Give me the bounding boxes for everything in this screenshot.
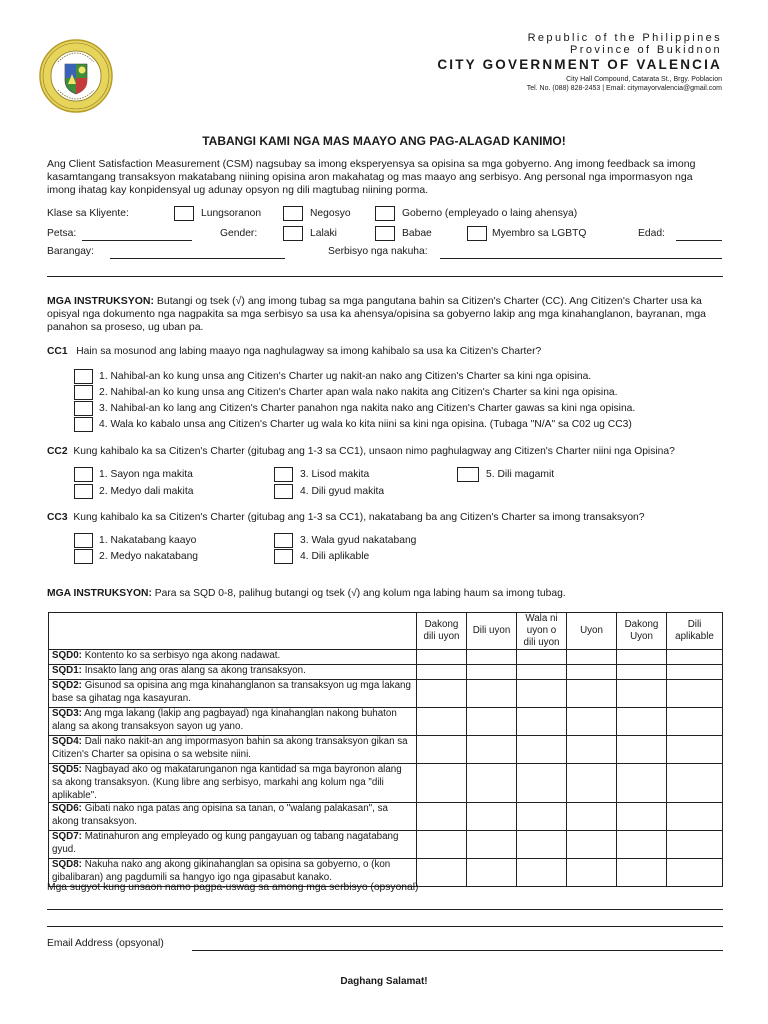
- rating-cell[interactable]: [467, 708, 517, 736]
- form-title: TABANGI KAMI NGA MAS MAAYO ANG PAG-ALAGAD KANIMO!: [202, 134, 566, 148]
- edad-label: Edad:: [638, 228, 665, 239]
- cc2-option-5-checkbox[interactable]: [457, 467, 479, 482]
- suggestions-input-line-1[interactable]: [47, 909, 723, 910]
- column-header: Dakong dili uyon: [417, 613, 467, 650]
- instructions-text: Para sa SQD 0-8, palihug butangi og tsek (√) ang kolum nga labing haum sa imong tubag.: [154, 588, 566, 599]
- rating-cell[interactable]: [467, 803, 517, 831]
- rating-cell[interactable]: [567, 859, 617, 887]
- table-row: [49, 736, 723, 764]
- cc3-option-label: 1. Nakatabang kaayo: [99, 535, 197, 546]
- rating-cell[interactable]: [617, 708, 667, 736]
- sqd-question-text: Ang mga lakang (lakip ang pagbayad) nga kinahanglan nakong buhaton alang sa akong transaksyon sayon ug yano.: [52, 708, 397, 732]
- column-header: Wala ni uyon o dili uyon: [517, 613, 567, 650]
- sqd-question-text: Gibati nako nga patas ang opisina sa tanan, o "walang palakasan", sa akong transaksyon.: [52, 803, 388, 828]
- rating-cell[interactable]: [467, 859, 517, 887]
- serbisyo-label: Serbisyo nga nakuha:: [328, 246, 428, 257]
- rating-cell[interactable]: [667, 859, 723, 887]
- rating-cell[interactable]: [667, 736, 723, 764]
- cc1-code: CC1: [47, 346, 68, 357]
- sqd-question-text: Kontento ko sa serbisyo nga akong nadawat.: [84, 650, 281, 661]
- cc2-option-label: 5. Dili magamit: [486, 469, 555, 480]
- rating-cell[interactable]: [517, 680, 567, 708]
- table-header-row: [49, 613, 723, 650]
- sqd-question-cell: [49, 708, 417, 736]
- sqd-code: SQD8:: [52, 859, 82, 871]
- table-row: [49, 831, 723, 859]
- cc2-option-label: 1. Sayon nga makita: [99, 469, 193, 480]
- sqd-code: SQD4:: [52, 736, 82, 747]
- cc2-option-1-checkbox[interactable]: [74, 467, 93, 482]
- thank-you-footer: Daghang Salamat!: [340, 976, 428, 987]
- sqd-question-cell: [49, 803, 417, 831]
- rating-cell[interactable]: [567, 665, 617, 680]
- cc2-code: CC2: [47, 446, 68, 457]
- gender-option: Myembro sa LGBTQ: [492, 228, 587, 239]
- rating-cell[interactable]: [667, 680, 723, 708]
- cc3-option-1-checkbox[interactable]: [74, 533, 93, 548]
- rating-cell[interactable]: [567, 680, 617, 708]
- sqd-question-text: Nakuha nako ang akong gikinahanglan sa opisina sa gobyerno, o (kon gibalibaran) ang pagdumili sa hangyo igo nga gipasabut kanako.: [52, 859, 391, 884]
- rating-cell[interactable]: [617, 764, 667, 803]
- cc3-option-label: 3. Wala gyud nakatabang: [300, 535, 417, 546]
- cc1-question-text: Hain sa mosunod ang labing maayo nga naghulagway sa imong kahibalo sa usa ka Citizen's Charter?: [76, 346, 542, 357]
- rating-cell[interactable]: [417, 650, 467, 665]
- cc1-question: [47, 346, 541, 357]
- gender-label: Gender:: [220, 228, 258, 239]
- sqd-question-cell: [49, 764, 417, 803]
- column-header: Dili aplikable: [667, 613, 723, 650]
- instructions-heading: MGA INSTRUKSYON:: [47, 295, 154, 307]
- sqd-question-text: Insakto lang ang oras alang sa akong transaksyon.: [84, 665, 306, 676]
- sqd-code: SQD0:: [52, 650, 82, 661]
- client-type-option: Negosyo: [310, 208, 351, 219]
- rating-cell[interactable]: [467, 764, 517, 803]
- intro-paragraph: Ang Client Satisfaction Measurement (CSM) nagsubay sa imong eksperyensya sa opisina sa mga gobyerno. Ang imong feedback sa imong kasamtangang transaksyon makatabang niining opisina aron makahatag og mas maayo ang serbisyo. Ang personal nga impormasyon nga imong ihatag kay konpidensyal ug adunay opsyon ng dili magtubag niining porma.: [47, 158, 696, 197]
- rating-cell[interactable]: [467, 736, 517, 764]
- city-government-title: CITY GOVERNMENT OF VALENCIA: [437, 57, 722, 72]
- client-type-lungsoranon-checkbox[interactable]: [174, 206, 194, 221]
- table-row: [49, 680, 723, 708]
- rating-cell[interactable]: [567, 764, 617, 803]
- email-label: Email Address (opsyonal): [47, 938, 164, 949]
- rating-cell[interactable]: [517, 736, 567, 764]
- sqd-instructions: [47, 588, 566, 599]
- cc2-option-2-checkbox[interactable]: [74, 484, 93, 499]
- rating-cell[interactable]: [517, 764, 567, 803]
- rating-cell[interactable]: [417, 803, 467, 831]
- republic-line: Republic of the Philippines: [527, 32, 722, 44]
- rating-cell[interactable]: [667, 650, 723, 665]
- instructions-heading: MGA INSTRUKSYON:: [47, 588, 152, 599]
- sqd-rating-table: [48, 612, 723, 887]
- sqd-question-cell: [49, 736, 417, 764]
- table-row: [49, 764, 723, 803]
- cc3-option-2-checkbox[interactable]: [74, 549, 93, 564]
- client-type-label: Klase sa Kliyente:: [47, 208, 129, 219]
- edad-input-line[interactable]: [676, 240, 722, 241]
- question-column-header: [49, 613, 417, 650]
- suggestions-label: Mga sugyot kung unsaon namo pagpa-uswag sa among mga serbisyo (opsyonal): [47, 882, 419, 893]
- rating-cell[interactable]: [667, 764, 723, 803]
- cc3-option-label: 2. Medyo nakatabang: [99, 551, 199, 562]
- cc2-option-label: 4. Dili gyud makita: [300, 486, 385, 497]
- sqd-question-cell: [49, 665, 417, 680]
- cc1-option-label: 1. Nahibal-an ko kung unsa ang Citizen's Charter ug nakit-an nako ang Citizen's Charter sa kini nga opisina.: [99, 371, 592, 382]
- rating-cell[interactable]: [617, 803, 667, 831]
- rating-cell[interactable]: [417, 708, 467, 736]
- rating-cell[interactable]: [667, 665, 723, 680]
- cc1-option-label: 3. Nahibal-an ko lang ang Citizen's Charter panahon nga nakita nako ang Citizen's Charter gawas sa kini nga opisina.: [99, 403, 636, 414]
- rating-cell[interactable]: [467, 665, 517, 680]
- rating-cell[interactable]: [567, 736, 617, 764]
- rating-cell[interactable]: [617, 859, 667, 887]
- cc1-option-label: 4. Wala ko kabalo unsa ang Citizen's Charter ug wala ko kita niini sa kini nga opisina. (Tubaga "N/A" sa C02 ug CC3): [99, 419, 632, 430]
- table-row: [49, 665, 723, 680]
- contact-line: Tel. No. (088) 828-2453 | Email: citymayorvalencia@gmail.com: [526, 85, 722, 92]
- sqd-code: SQD1:: [52, 665, 82, 676]
- province-line: Province of Bukidnon: [570, 44, 722, 56]
- client-type-negosyo-checkbox[interactable]: [283, 206, 303, 221]
- sqd-question-cell: [49, 680, 417, 708]
- rating-cell[interactable]: [417, 680, 467, 708]
- cc2-question: [47, 446, 675, 457]
- address-line: City Hall Compound, Catarata St., Brgy. Poblacion: [566, 76, 722, 83]
- cc2-option-3-checkbox[interactable]: [274, 467, 293, 482]
- rating-cell[interactable]: [467, 680, 517, 708]
- rating-cell[interactable]: [417, 764, 467, 803]
- rating-cell[interactable]: [417, 859, 467, 887]
- cc1-option-1-checkbox[interactable]: [74, 369, 93, 384]
- cc2-question-text: Kung kahibalo ka sa Citizen's Charter (gitubag ang 1-3 sa CC1), unsaon nimo paghulagway ang Citizen's Charter niini nga Opisina?: [73, 446, 675, 457]
- cc-instructions: [47, 295, 723, 335]
- cc2-option-4-checkbox[interactable]: [274, 484, 293, 499]
- city-seal-logo: [38, 38, 114, 114]
- section-divider: [47, 276, 723, 277]
- sqd-question-cell: [49, 650, 417, 665]
- petsa-label: Petsa:: [47, 228, 77, 239]
- rating-cell[interactable]: [417, 736, 467, 764]
- cc3-option-label: 4. Dili aplikable: [300, 551, 370, 562]
- rating-cell[interactable]: [617, 650, 667, 665]
- table-row: [49, 803, 723, 831]
- rating-cell[interactable]: [417, 831, 467, 859]
- rating-cell[interactable]: [617, 665, 667, 680]
- client-type-option: Lungsoranon: [201, 208, 262, 219]
- rating-cell[interactable]: [417, 665, 467, 680]
- cc1-option-4-checkbox[interactable]: [74, 417, 93, 432]
- rating-cell[interactable]: [667, 831, 723, 859]
- rating-cell[interactable]: [617, 736, 667, 764]
- sqd-code: SQD7:: [52, 831, 82, 843]
- instructions-text: Butangi og tsek (√) ang imong tubag sa mga pangutana bahin sa Citizen's Charter (CC). Ang Citizen's Charter usa ka opisyal nga dokumento nga nagpakita sa mga serbisyo sa usa ka ahensya/opisina sa gobyerno lakip ang mga kinahanglanon, bayranan, mga panahon sa proseso, ug uban pa.: [47, 295, 707, 334]
- gender-lalaki-checkbox[interactable]: [283, 226, 303, 241]
- sqd-code: SQD3:: [52, 708, 82, 719]
- gender-lgbtq-checkbox[interactable]: [467, 226, 487, 241]
- sqd-question-cell: [49, 831, 417, 859]
- barangay-label: Barangay:: [47, 246, 94, 257]
- table-row: [49, 708, 723, 736]
- rating-cell[interactable]: [467, 650, 517, 665]
- cc3-option-4-checkbox[interactable]: [274, 549, 293, 564]
- cc1-option-3-checkbox[interactable]: [74, 401, 93, 416]
- sqd-question-text: Gisunod sa opisina ang mga kinahanglanon sa transaksyon ug mga lakang base sa gihatag nga kasayuran.: [52, 680, 411, 704]
- rating-cell[interactable]: [617, 680, 667, 708]
- sqd-code: SQD2:: [52, 680, 82, 691]
- rating-cell[interactable]: [567, 708, 617, 736]
- rating-cell[interactable]: [467, 831, 517, 859]
- rating-cell[interactable]: [517, 831, 567, 859]
- rating-cell[interactable]: [517, 859, 567, 887]
- sqd-question-text: Dali nako nakit-an ang impormasyon bahin sa akong transaksyon gikan sa Citizen's Charter sa opisina o sa website niini.: [52, 736, 408, 760]
- column-header: Uyon: [567, 613, 617, 650]
- cc2-option-label: 2. Medyo dali makita: [99, 486, 194, 497]
- column-header: Dakong Uyon: [617, 613, 667, 650]
- rating-cell[interactable]: [567, 650, 617, 665]
- gender-option: Babae: [402, 228, 432, 239]
- sqd-question-text: Nagbayad ako og makatarunganon nga kantidad sa mga bayronon alang sa akong transaksyon. (Kung libre ang serbisyo, markahi ang kolum nga "dili aplikable".: [52, 764, 402, 801]
- rating-cell[interactable]: [617, 831, 667, 859]
- rating-cell[interactable]: [517, 803, 567, 831]
- rating-cell[interactable]: [517, 650, 567, 665]
- rating-cell[interactable]: [517, 665, 567, 680]
- rating-cell[interactable]: [667, 708, 723, 736]
- serbisyo-input-line[interactable]: [440, 258, 722, 259]
- cc3-code: CC3: [47, 512, 68, 523]
- client-type-goberno-checkbox[interactable]: [375, 206, 395, 221]
- rating-cell[interactable]: [667, 803, 723, 831]
- sqd-question-text: Matinahuron ang empleyado og kung pangayuan og tabang nagatabang gyud.: [52, 831, 399, 856]
- suggestions-input-line-2[interactable]: [47, 926, 723, 927]
- email-input-line[interactable]: [192, 950, 723, 951]
- gender-babae-checkbox[interactable]: [375, 226, 395, 241]
- table-row: [49, 650, 723, 665]
- sqd-code: SQD5:: [52, 764, 82, 775]
- cc1-option-label: 2. Nahibal-an ko kung unsa ang Citizen's Charter apan wala nako nakita ang Citizen's Charter sa kini nga opisina.: [99, 387, 618, 398]
- cc3-question-text: Kung kahibalo ka sa Citizen's Charter (gitubag ang 1-3 sa CC1), nakatabang ba ang Citizen's Charter sa imong transaksyon?: [73, 512, 645, 523]
- rating-cell[interactable]: [567, 831, 617, 859]
- column-header: Dili uyon: [467, 613, 517, 650]
- sqd-code: SQD6:: [52, 803, 82, 815]
- rating-cell[interactable]: [517, 708, 567, 736]
- petsa-input-line[interactable]: [82, 240, 192, 241]
- rating-cell[interactable]: [567, 803, 617, 831]
- gender-option: Lalaki: [310, 228, 337, 239]
- seal-emblem-icon: [38, 38, 114, 114]
- cc3-question: [47, 512, 645, 523]
- barangay-input-line[interactable]: [110, 258, 285, 259]
- cc3-option-3-checkbox[interactable]: [274, 533, 293, 548]
- cc2-option-label: 3. Lisod makita: [300, 469, 370, 480]
- client-type-option: Goberno (empleyado o laing ahensya): [402, 208, 578, 219]
- cc1-option-2-checkbox[interactable]: [74, 385, 93, 400]
